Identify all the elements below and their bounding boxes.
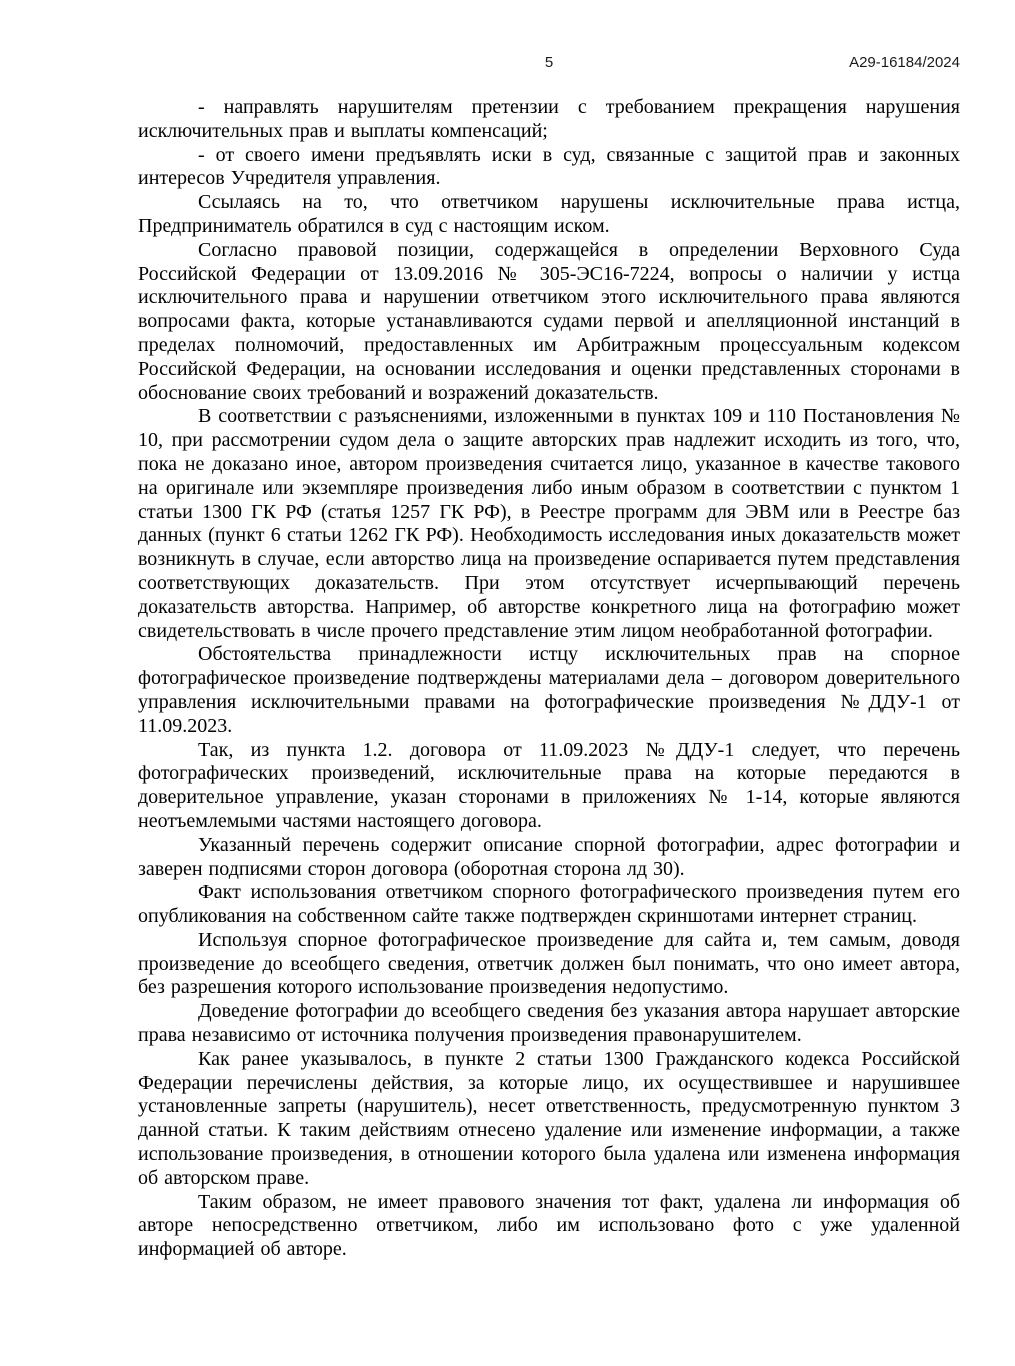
paragraph: Обстоятельства принадлежности истцу исключительных прав на спорное фотографическое произведение подтверждены материалами дела – договором доверительного управления исключительными правами на фотографические произведения №ДДУ-1 от 11.09.2023. — [138, 643, 960, 737]
paragraph: Таким образом, не имеет правового значения тот факт, удалена ли информация об авторе непосредственно ответчиком, либо им использовано фото с уже удаленной информацией об авторе. — [138, 1190, 960, 1261]
document-body — [138, 96, 960, 1262]
paragraph: - направлять нарушителям претензии с требованием прекращения нарушения исключительных прав и выплаты компенсаций; — [138, 96, 960, 142]
page-header — [138, 54, 960, 72]
paragraph: Доведение фотографии до всеобщего сведения без указания автора нарушает авторские права независимо от источника получения произведения правонарушителем. — [138, 1000, 960, 1047]
paragraph: Так, из пункта 1.2. договора от 11.09.2023 №ДДУ-1 следует, что перечень фотографических произведений, исключительные права на которые передаются в доверительное управление, указан сторонами в приложениях № 1-14, которые являются неотъемлемыми частями настоящего договора. — [138, 738, 960, 832]
paragraph: Ссылаясь на то, что ответчиком нарушены исключительные права истца, Предприниматель обратился в суд с настоящим иском. — [138, 191, 960, 237]
paragraph: Как ранее указывалось, в пункте 2 статьи 1300 Гражданского кодекса Российской Федерации перечислены действия, за которые лицо, их осуществившее и нарушившее установленные запреты (нарушитель), несет ответственность, предусмотренную пунктом 3 данной статьи. К таким действиям отнесено удаление или изменение информации, а также использование произведения, в отношении которого была удалена или изменена информация об авторском праве. — [138, 1047, 960, 1189]
paragraph: Используя спорное фотографическое произведение для сайта и, тем самым, доводя произведение до всеобщего сведения, ответчик должен был понимать, что оно имеет автора, без разрешения которого использование произведения недопустимо. — [138, 928, 960, 999]
case-number: А29-16184/2024 — [849, 54, 960, 71]
paragraph: Факт использования ответчиком спорного фотографического произведения путем его опубликования на собственном сайте также подтвержден скриншотами интернет страниц. — [138, 881, 960, 928]
paragraph: В соответствии с разъяснениями, изложенными в пунктах 109 и 110 Постановления № 10, при рассмотрении судом дела о защите авторских прав надлежит исходить из того, что, пока не доказано иное, автором произведения считается лицо, указанное в качестве такового на оригинале или экземпляре произведения либо иным образом в соответствии с пунктом 1 статьи 1300 ГК РФ (статья 1257 ГК РФ), в Реестре программ для ЭВМ или в Реестре баз данных (пункт 6 статьи 1262 ГК РФ). Необходимость исследования иных доказательств может возникнуть в случае, если авторство лица на произведение оспаривается путем представления соответствующих доказательств. При этом отсутствует исчерпывающий перечень доказательств авторства. Например, об авторстве конкретного лица на фотографию может свидетельствовать в числе прочего представление этим лицом необработанной фотографии. — [138, 405, 960, 642]
paragraph: Согласно правовой позиции, содержащейся в определении Верховного Суда Российской Федерации от 13.09.2016 № 305-ЭС16-7224, вопросы о наличии у истца исключительного права и нарушении ответчиком этого исключительного права являются вопросами факта, которые устанавливаются судами первой и апелляционной инстанций в пределах полномочий, предоставленных им Арбитражным процессуальным кодексом Российской Федерации, на основании исследования и оценки представленных сторонами в обоснование своих требований и возражений доказательств. — [138, 238, 960, 404]
paragraph: Указанный перечень содержит описание спорной фотографии, адрес фотографии и заверен подписями сторон договора (оборотная сторона лд 30). — [138, 833, 960, 880]
paragraph: - от своего имени предъявлять иски в суд, связанные с защитой прав и законных интересов Учредителя управления. — [138, 143, 960, 190]
page-number: 5 — [544, 54, 554, 71]
